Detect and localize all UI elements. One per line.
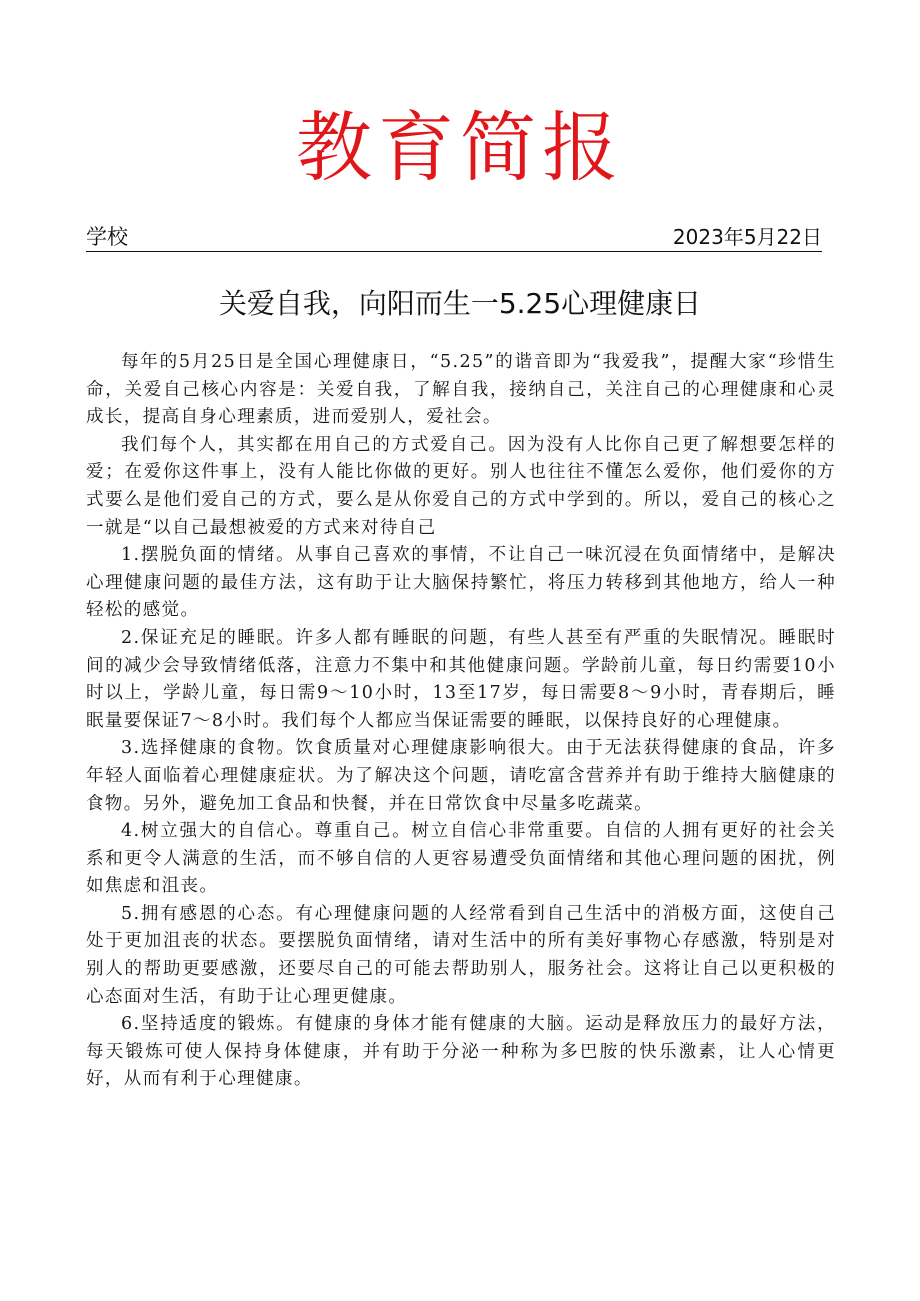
paragraph-tip-1: 1.摆脱负面的情绪。从事自己喜欢的事情，不让自己一味沉浸在负面情绪中，是解决心理健康问题的最佳方法，这有助于让大脑保持繁忙，将压力转移到其他地方，给人一种轻松的感觉。 xyxy=(86,545,836,621)
paragraph-tip-5: 5.拥有感恩的心态。有心理健康问题的人经常看到自己生活中的消极方面，这使自己处于更加沮丧的状态。要摆脱负面情绪，请对生活中的所有美好事物心存感激，特别是对别人的帮助更要感激，还要尽自己的可能去帮助别人，服务社会。这将让自己以更积极的心态面对生活，有助于让心理更健康。 xyxy=(86,903,836,1007)
article-headline: 关爱自我，向阳而生一5.25心理健康日 xyxy=(218,287,702,320)
school-label: 学校 xyxy=(86,225,128,249)
issue-date: 2023年5月22日 xyxy=(672,225,822,249)
paragraph-love-yourself: 我们每个人，其实都在用自己的方式爱自己。因为没有人比你自己更了解想要怎样的爱；在爱你这件事上，没有人能比你做的更好。别人也往往不懂怎么爱你，他们爱你的方式要么是他们爱自己的方式，要么是从你爱自己的方式中学到的。所以，爱自己的核心之一就是“以自己最想被爱的方式来对待自己 xyxy=(86,434,836,538)
paragraph-tip-2: 2.保证充足的睡眠。许多人都有睡眠的问题，有些人甚至有严重的失眠情况。睡眠时间的减少会导致情绪低落，注意力不集中和其他健康问题。学龄前儿童，每日约需要10小时以上，学龄儿童，每日需9～10小时，13至17岁，每日需要8～9小时，青春期后，睡眠量要保证7～8小时。我们每个人都应当保证需要的睡眠，以保持良好的心理健康。 xyxy=(86,627,836,731)
paragraph-intro: 每年的5月25日是全国心理健康日，“5.25”的谐音即为“我爱我”，提醒大家“珍惜生命，关爱自己核心内容是：关爱自我，了解自我，接纳自己，关注自己的心理健康和心灵成长，提高自身心理素质，进而爱别人，爱社会。 xyxy=(86,352,836,428)
paragraph-tip-3: 3.选择健康的食物。饮食质量对心理健康影响很大。由于无法获得健康的食品，许多年轻人面临着心理健康症状。为了解决这个问题，请吃富含营养并有助于维持大脑健康的食物。另外，避免加工食品和快餐，并在日常饮食中尽量多吃蔬菜。 xyxy=(86,738,836,814)
paragraph-tip-6: 6.坚持适度的锻炼。有健康的身体才能有健康的大脑。运动是释放压力的最好方法，每天锻炼可使人保持身体健康，并有助于分泌一种称为多巴胺的快乐激素，让人心情更好，从而有利于心理健康。 xyxy=(86,1014,836,1090)
article-body xyxy=(86,349,836,1094)
masthead-title: 教育简报 xyxy=(296,103,624,192)
paragraph-tip-4: 4.树立强大的自信心。尊重自己。树立自信心非常重要。自信的人拥有更好的社会关系和更令人满意的生活，而不够自信的人更容易遭受负面情绪和其他心理问题的困扰，例如焦虑和沮丧。 xyxy=(86,821,836,897)
info-bar xyxy=(86,224,822,252)
